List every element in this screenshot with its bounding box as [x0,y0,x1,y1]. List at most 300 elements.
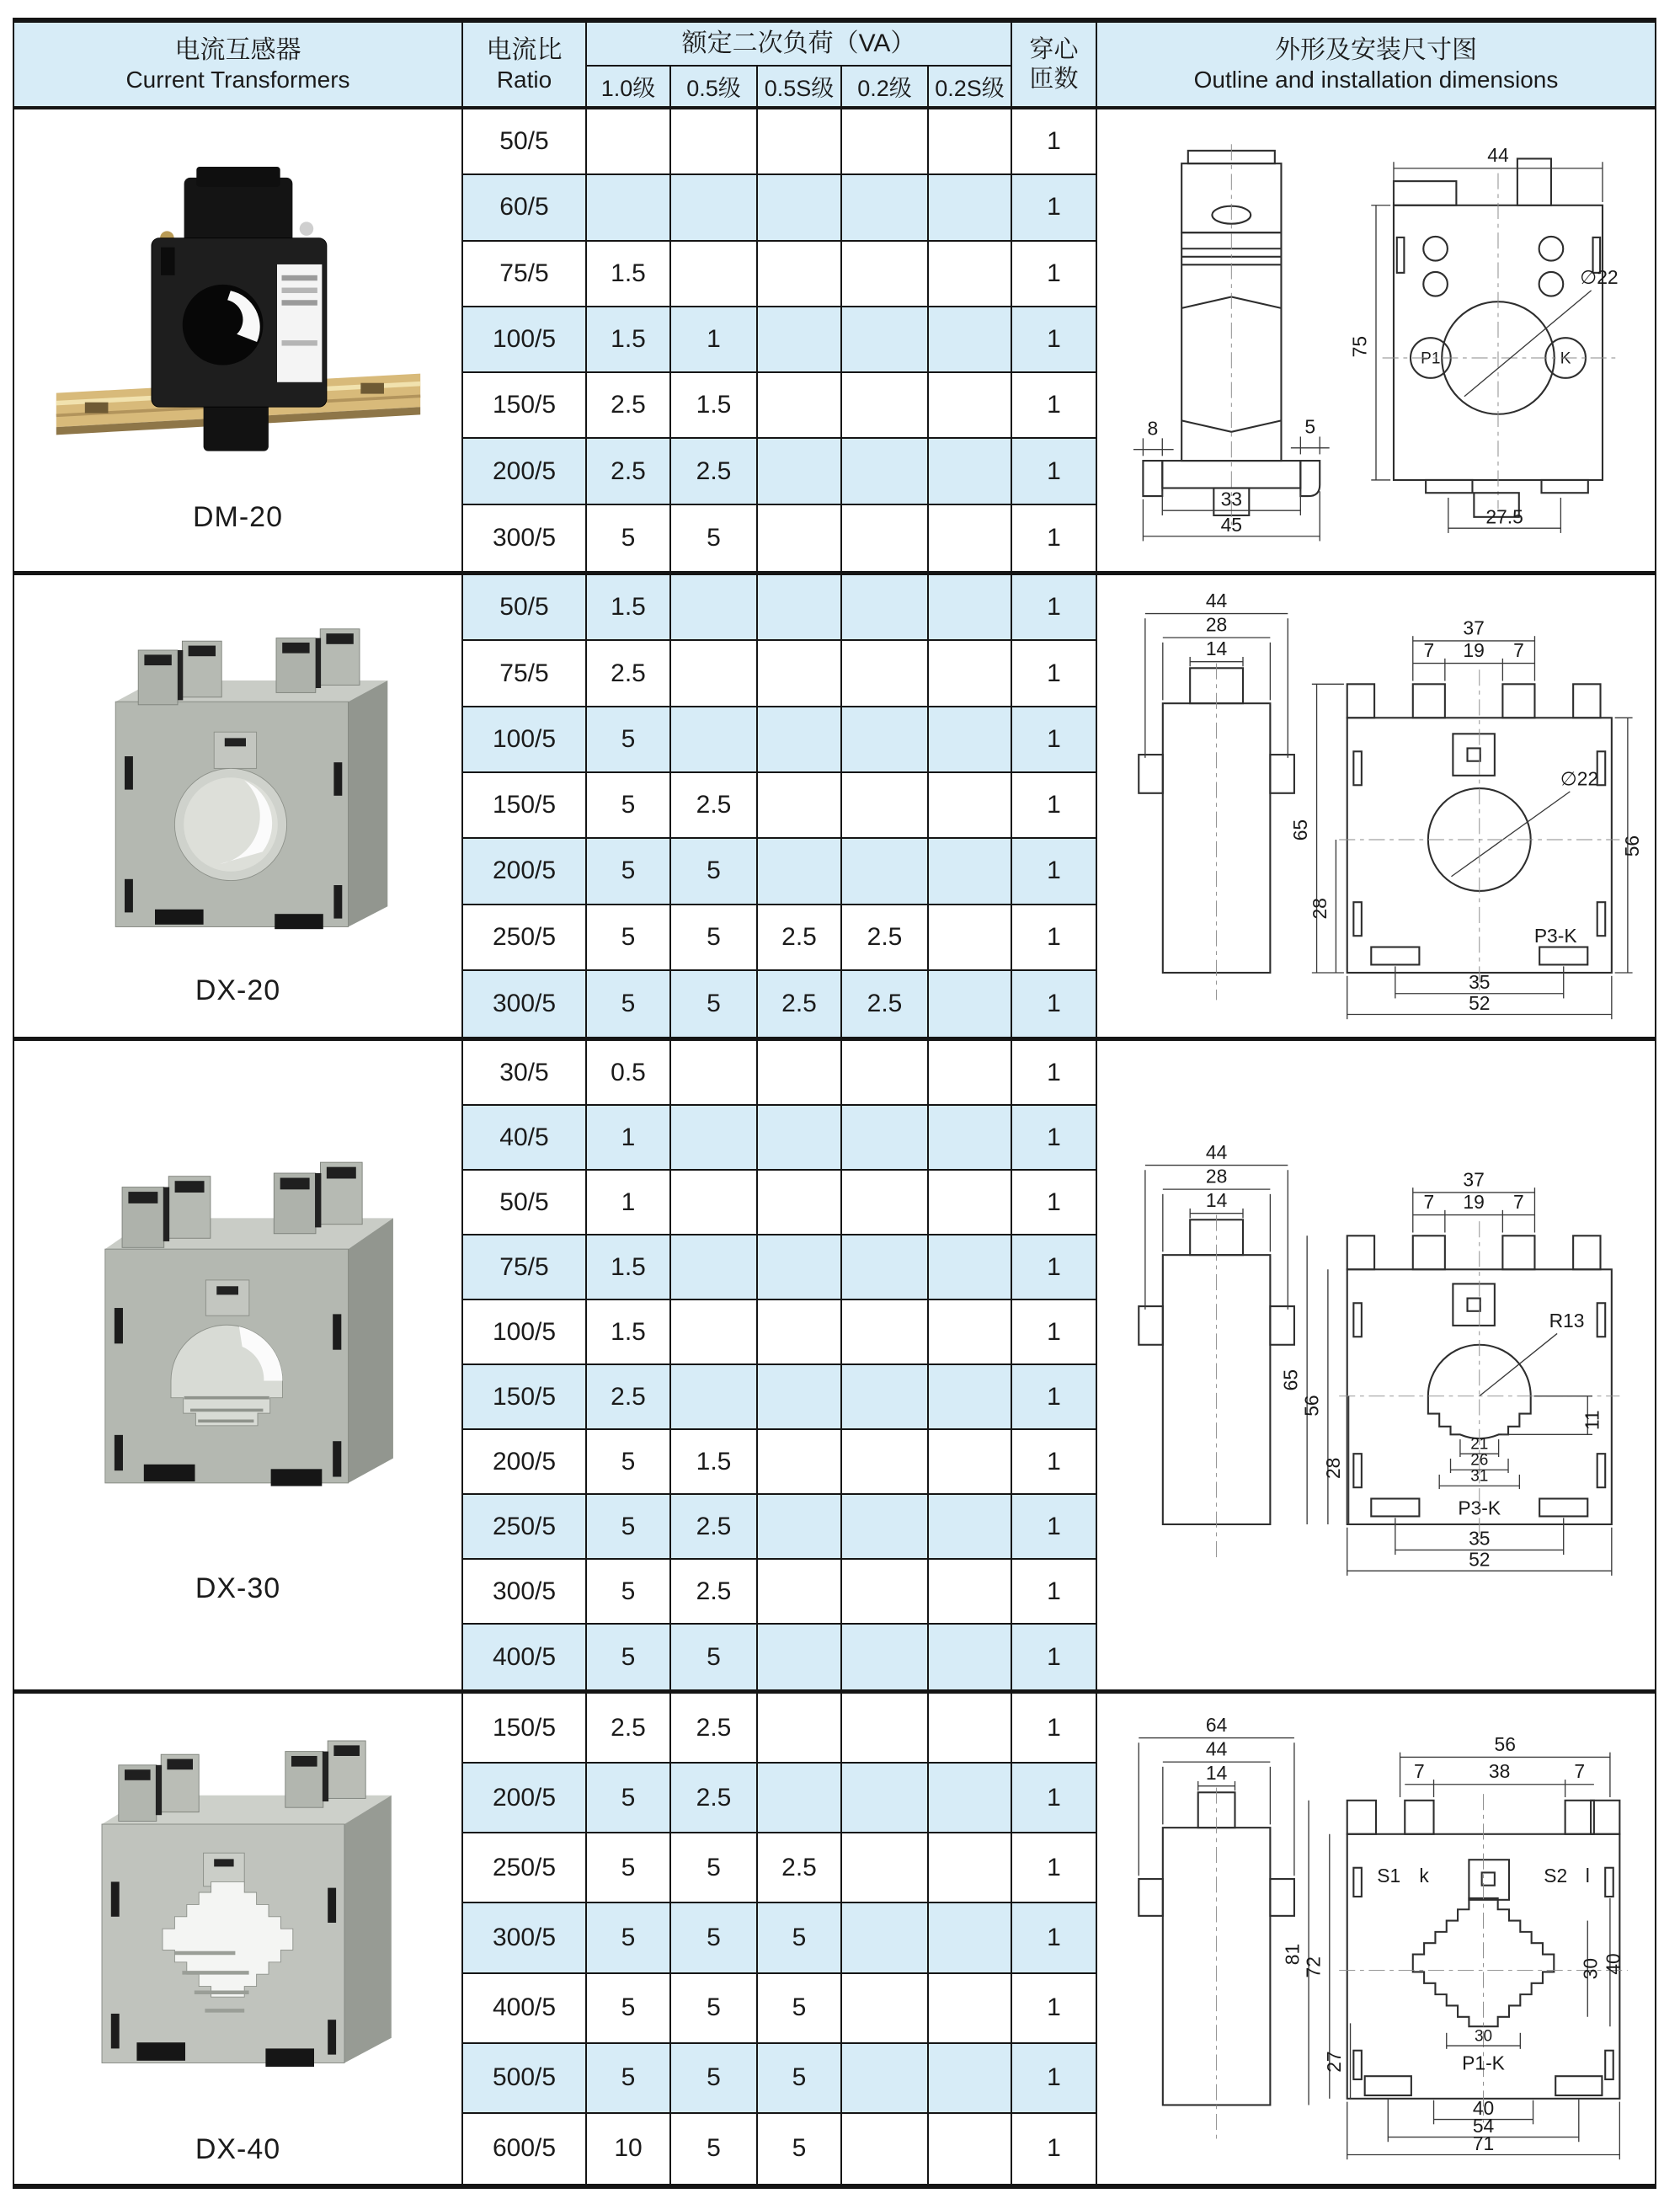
burden-value-cell [671,1106,758,1171]
burden-value-cell: 5 [671,839,758,905]
burden-value-cell [929,1300,1012,1365]
burden-value-cell: 1.5 [587,1300,671,1365]
turns-cell: 1 [1012,1365,1097,1430]
svg-text:27: 27 [1323,2051,1346,2073]
svg-text:7: 7 [1423,1190,1435,1213]
product-cell [14,1041,463,1689]
burden-value-cell [758,1560,842,1625]
section-dx-30 [14,1041,1655,1694]
burden-value-cell [587,109,671,175]
header-rated-burden: 额定二次负荷（VA） [587,23,1012,67]
burden-value-cell [671,175,758,241]
burden-value-cell [671,109,758,175]
svg-text:31: 31 [1470,1467,1489,1486]
header-current-transformers-zh: 电流互感器 [174,36,301,65]
burden-value-cell: 0.5 [587,1041,671,1106]
burden-value-cell [758,307,842,373]
burden-value-cell: 1 [587,1171,671,1235]
ratio-cell: 75/5 [463,1235,587,1300]
dx30-dimension-drawing [1107,1141,1645,1590]
burden-value-cell: 1.5 [587,307,671,373]
burden-value-cell: 2.5 [587,1365,671,1430]
burden-value-cell: 1.5 [587,1235,671,1300]
burden-value-cell [929,307,1012,373]
svg-text:35: 35 [1469,1527,1491,1550]
burden-value-cell [758,1495,842,1560]
burden-value-cell [671,1235,758,1300]
ratio-cell: 150/5 [463,773,587,839]
burden-value-cell: 5 [587,1833,671,1903]
svg-text:75: 75 [1348,335,1371,358]
burden-value-cell [758,1106,842,1171]
svg-text:37: 37 [1463,1167,1485,1190]
svg-text:∅22: ∅22 [1560,767,1599,790]
svg-text:28: 28 [1205,613,1228,636]
burden-value-cell: 5 [587,1903,671,1973]
svg-text:38: 38 [1488,1760,1511,1783]
burden-value-cell: 5 [671,1903,758,1973]
header-outline-zh: 外形及安装尺寸图 [1275,36,1477,65]
burden-value-cell [758,1694,842,1764]
header-current-transformers-en: Current Transformers [125,66,350,93]
svg-text:28: 28 [1205,1165,1228,1187]
ratio-cell: 200/5 [463,1430,587,1495]
burden-value-cell [842,839,929,905]
header-class-1-0: 1.0级 [587,67,671,106]
burden-value-cell [842,1106,929,1171]
burden-value-cell: 2.5 [587,1694,671,1764]
svg-text:28: 28 [1322,1457,1345,1479]
burden-value-cell [929,1764,1012,1833]
svg-text:21: 21 [1470,1435,1489,1454]
turns-cell: 1 [1012,1833,1097,1903]
burden-value-cell [929,1694,1012,1764]
svg-text:52: 52 [1469,1548,1491,1571]
burden-value-cell: 5 [671,1833,758,1903]
turns-cell: 1 [1012,1903,1097,1973]
burden-value-cell [929,242,1012,307]
burden-value-cell [758,175,842,241]
turns-cell: 1 [1012,1694,1097,1764]
burden-value-cell: 2.5 [671,1694,758,1764]
turns-cell: 1 [1012,2044,1097,2114]
header-outline-en: Outline and installation dimensions [1193,66,1559,93]
burden-value-cell: 1.5 [587,242,671,307]
burden-value-cell [842,242,929,307]
header-turns-line2: 匝数 [1029,65,1079,93]
svg-text:19: 19 [1463,1190,1485,1213]
burden-value-cell [758,505,842,571]
header-turns-line1: 穿心 [1029,36,1079,64]
turns-cell: 1 [1012,1430,1097,1495]
burden-value-cell: 2.5 [842,905,929,971]
ratio-cell: 300/5 [463,505,587,571]
turns-cell: 1 [1012,575,1097,641]
burden-value-cell: 1.5 [671,373,758,439]
turns-cell: 1 [1012,1495,1097,1560]
dm20-product-photo [45,147,432,488]
svg-text:44: 44 [1487,144,1509,167]
burden-value-cell: 2.5 [758,971,842,1037]
svg-text:k: k [1419,1865,1429,1887]
ratio-cell: 100/5 [463,1300,587,1365]
ratio-cell: 50/5 [463,109,587,175]
burden-value-cell [758,1365,842,1430]
burden-value-cell [842,1300,929,1365]
product-cell [14,575,463,1037]
burden-value-cell [842,641,929,707]
burden-value-cell: 5 [671,1974,758,2044]
burden-value-cell [758,707,842,773]
burden-value-cell [758,1625,842,1689]
header-class-0-5s: 0.5S级 [758,67,842,106]
svg-text:7: 7 [1414,1760,1425,1783]
burden-value-cell [842,707,929,773]
burden-value-cell [758,242,842,307]
burden-value-cell [929,1833,1012,1903]
burden-value-cell: 1.5 [587,575,671,641]
burden-value-cell [929,1235,1012,1300]
svg-text:11: 11 [1581,1410,1603,1430]
burden-value-cell [842,109,929,175]
burden-value-cell [671,707,758,773]
burden-value-cell [929,1974,1012,2044]
turns-cell: 1 [1012,2114,1097,2184]
burden-value-cell [929,773,1012,839]
ratio-cell: 40/5 [463,1106,587,1171]
burden-value-cell [758,109,842,175]
burden-value-cell [929,175,1012,241]
svg-text:27.5: 27.5 [1485,505,1523,528]
burden-value-cell: 10 [587,2114,671,2184]
svg-text:7: 7 [1574,1760,1586,1783]
burden-value-cell [842,1694,929,1764]
ratio-cell: 400/5 [463,1625,587,1689]
svg-text:14: 14 [1205,1188,1228,1211]
svg-text:P1-K: P1-K [1462,2052,1505,2075]
burden-value-cell: 5 [587,1430,671,1495]
svg-text:44: 44 [1205,1737,1228,1760]
svg-text:44: 44 [1205,1140,1228,1163]
dm20-dimension-drawing [1111,131,1641,549]
turns-cell: 1 [1012,373,1097,439]
model-label: DM-20 [192,501,284,534]
svg-text:K: K [1560,350,1571,368]
burden-value-cell: 5 [587,2044,671,2114]
burden-value-cell: 5 [587,773,671,839]
drawing-cell [1097,575,1655,1037]
burden-value-cell: 5 [671,971,758,1037]
burden-value-cell: 1.5 [671,1430,758,1495]
burden-value-cell: 5 [587,1625,671,1689]
ratio-cell: 300/5 [463,971,587,1037]
burden-value-cell: 2.5 [587,641,671,707]
burden-value-cell [929,1625,1012,1689]
burden-value-cell [671,1041,758,1106]
burden-value-cell: 5 [671,1625,758,1689]
turns-cell: 1 [1012,1974,1097,2044]
burden-value-cell: 5 [587,1974,671,2044]
burden-value-cell [842,1365,929,1430]
header-ratio-en: Ratio [496,66,552,93]
burden-value-cell: 5 [587,707,671,773]
burden-value-cell [929,1106,1012,1171]
section-dm-20 [14,109,1655,575]
turns-cell: 1 [1012,1625,1097,1689]
burden-value-cell [671,1300,758,1365]
burden-value-cell: 5 [758,1903,842,1973]
svg-text:28: 28 [1308,898,1331,920]
burden-value-cell: 2.5 [671,1495,758,1560]
ratio-cell: 60/5 [463,175,587,241]
svg-text:81: 81 [1281,1944,1304,1966]
burden-value-cell [842,307,929,373]
ratio-cell: 75/5 [463,641,587,707]
ratio-cell: 150/5 [463,1694,587,1764]
burden-value-cell [758,1430,842,1495]
header-current-transformers [14,23,463,106]
burden-value-cell: 2.5 [842,971,929,1037]
svg-text:S2: S2 [1544,1865,1568,1887]
turns-cell: 1 [1012,1560,1097,1625]
ratio-cell: 50/5 [463,1171,587,1235]
svg-text:54: 54 [1472,2115,1495,2137]
burden-value-cell [929,641,1012,707]
burden-value-cell [758,575,842,641]
drawing-cell [1097,109,1655,571]
svg-text:30: 30 [1474,2027,1493,2046]
svg-text:56: 56 [1300,1395,1323,1417]
svg-text:71: 71 [1472,2132,1495,2155]
burden-value-cell [929,2044,1012,2114]
turns-cell: 1 [1012,1235,1097,1300]
header-ratio-zh: 电流比 [486,36,563,65]
turns-cell: 1 [1012,1106,1097,1171]
burden-value-cell: 5 [671,2044,758,2114]
svg-text:56: 56 [1621,835,1644,857]
burden-value-cell: 5 [758,2044,842,2114]
burden-value-cell [842,439,929,504]
turns-cell: 1 [1012,1764,1097,1833]
dx40-product-photo [49,1710,428,2120]
ratio-cell: 200/5 [463,439,587,504]
svg-text:64: 64 [1205,1714,1228,1737]
model-label: DX-20 [195,974,281,1007]
burden-value-cell [842,373,929,439]
burden-value-cell [842,1903,929,1973]
svg-text:7: 7 [1513,1190,1524,1213]
ratio-cell: 250/5 [463,1833,587,1903]
svg-text:7: 7 [1423,639,1435,662]
burden-value-cell [842,175,929,241]
svg-text:P3-K: P3-K [1533,924,1577,947]
burden-value-cell [758,641,842,707]
model-label: DX-40 [195,2133,281,2166]
svg-text:56: 56 [1494,1733,1516,1756]
burden-value-cell [929,707,1012,773]
burden-value-cell [671,641,758,707]
turns-cell: 1 [1012,307,1097,373]
drawing-cell [1097,1694,1655,2184]
svg-text:8: 8 [1147,417,1159,440]
header-class-0-2s: 0.2S级 [929,67,1012,106]
svg-text:5: 5 [1304,415,1316,438]
ratio-cell: 100/5 [463,307,587,373]
burden-value-cell: 2.5 [671,773,758,839]
burden-value-cell [929,1365,1012,1430]
burden-value-cell [671,242,758,307]
turns-cell: 1 [1012,971,1097,1037]
burden-value-cell: 1 [587,1106,671,1171]
burden-value-cell [929,109,1012,175]
drawing-cell [1097,1041,1655,1689]
header-class-0-5: 0.5级 [671,67,758,106]
turns-cell: 1 [1012,773,1097,839]
burden-value-cell [929,1041,1012,1106]
current-transformer-table [13,18,1656,2189]
burden-value-cell [842,2044,929,2114]
burden-value-cell [671,575,758,641]
burden-value-cell: 2.5 [587,373,671,439]
svg-text:7: 7 [1513,639,1524,662]
section-dx-40 [14,1694,1655,2189]
dx20-product-photo [49,605,428,961]
turns-cell: 1 [1012,839,1097,905]
burden-value-cell [842,2114,929,2184]
burden-value-cell [842,1974,929,2044]
ratio-cell: 500/5 [463,2044,587,2114]
burden-value-cell: 5 [587,971,671,1037]
model-label: DX-30 [195,1572,281,1605]
section-dx-20 [14,575,1655,1041]
svg-text:72: 72 [1302,1956,1325,1978]
burden-value-cell [929,1171,1012,1235]
burden-value-cell [929,1560,1012,1625]
burden-value-cell [842,773,929,839]
burden-value-cell: 2.5 [671,439,758,504]
burden-value-cell [929,373,1012,439]
burden-value-cell [842,1041,929,1106]
burden-value-cell [929,1903,1012,1973]
burden-value-cell: 2.5 [671,1764,758,1833]
burden-value-cell [842,1764,929,1833]
svg-text:R13: R13 [1549,1309,1585,1331]
header-turns [1012,23,1097,106]
burden-value-cell [842,1833,929,1903]
burden-value-cell [758,439,842,504]
svg-text:26: 26 [1470,1451,1489,1470]
header-outline-dimensions [1097,23,1655,106]
ratio-cell: 150/5 [463,1365,587,1430]
ratio-cell: 250/5 [463,905,587,971]
ratio-cell: 75/5 [463,242,587,307]
burden-value-cell [842,1235,929,1300]
svg-text:65: 65 [1279,1369,1302,1390]
burden-value-cell: 5 [671,505,758,571]
burden-value-cell [671,1365,758,1430]
turns-cell: 1 [1012,707,1097,773]
burden-value-cell: 5 [758,2114,842,2184]
burden-value-cell [758,1764,842,1833]
burden-value-cell: 2.5 [758,905,842,971]
turns-cell: 1 [1012,641,1097,707]
burden-value-cell [929,1430,1012,1495]
burden-value-cell [929,439,1012,504]
burden-value-cell: 5 [587,1495,671,1560]
turns-cell: 1 [1012,1171,1097,1235]
burden-value-cell [929,971,1012,1037]
svg-text:14: 14 [1205,638,1228,660]
burden-value-cell [929,2114,1012,2184]
burden-value-cell [758,1235,842,1300]
ratio-cell: 200/5 [463,1764,587,1833]
turns-cell: 1 [1012,439,1097,504]
burden-value-cell [929,839,1012,905]
burden-value-cell [842,1560,929,1625]
svg-text:37: 37 [1463,616,1485,639]
burden-value-cell [587,175,671,241]
ratio-cell: 300/5 [463,1903,587,1973]
burden-value-cell [758,839,842,905]
turns-cell: 1 [1012,1041,1097,1106]
ratio-cell: 150/5 [463,373,587,439]
table-header [14,23,1655,109]
burden-value-cell [842,1171,929,1235]
burden-value-cell: 1 [671,307,758,373]
table-sections [14,109,1655,2189]
burden-value-cell [929,905,1012,971]
dx40-dimension-drawing [1107,1714,1645,2163]
svg-text:30: 30 [1579,1958,1602,1980]
burden-value-cell [929,1495,1012,1560]
turns-cell: 1 [1012,505,1097,571]
ratio-cell: 50/5 [463,575,587,641]
svg-text:35: 35 [1469,971,1491,994]
product-cell [14,109,463,571]
svg-text:S1: S1 [1377,1865,1401,1887]
svg-text:45: 45 [1220,514,1243,536]
svg-text:l: l [1585,1865,1590,1887]
burden-value-cell [758,773,842,839]
burden-value-cell: 5 [587,1764,671,1833]
svg-text:65: 65 [1289,819,1312,841]
burden-value-cell [842,1625,929,1689]
ratio-cell: 30/5 [463,1041,587,1106]
burden-value-cell: 5 [587,505,671,571]
svg-text:40: 40 [1602,1953,1624,1976]
ratio-cell: 250/5 [463,1495,587,1560]
burden-value-cell: 2.5 [587,439,671,504]
burden-value-cell [758,1171,842,1235]
svg-text:40: 40 [1472,2097,1495,2120]
turns-cell: 1 [1012,109,1097,175]
svg-text:33: 33 [1220,488,1243,510]
dx20-dimension-drawing [1107,590,1645,1022]
burden-value-cell: 5 [587,1560,671,1625]
ratio-cell: 100/5 [463,707,587,773]
burden-value-cell: 5 [671,2114,758,2184]
svg-text:44: 44 [1205,590,1228,612]
header-ratio [463,23,587,106]
burden-value-cell [929,505,1012,571]
svg-text:P3-K: P3-K [1458,1497,1501,1519]
turns-cell: 1 [1012,905,1097,971]
burden-value-cell: 5 [587,839,671,905]
ratio-cell: 400/5 [463,1974,587,2044]
burden-value-cell [758,373,842,439]
ratio-cell: 300/5 [463,1560,587,1625]
burden-value-cell [758,1300,842,1365]
